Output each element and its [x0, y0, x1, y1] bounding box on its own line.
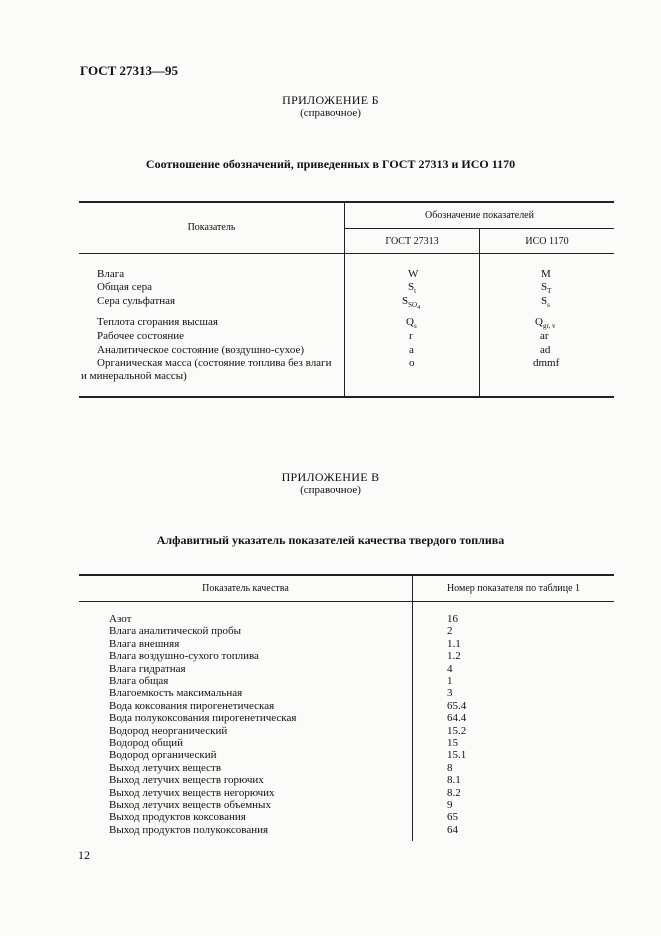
- list-item-name: Выход летучих веществ негорючих: [109, 786, 275, 799]
- col-gost-header: ГОСТ 27313: [385, 236, 439, 247]
- list-item-number: 15.2: [447, 724, 467, 737]
- appendix-b-title: ПРИЛОЖЕНИЕ Б: [282, 93, 379, 107]
- table-row-gost: W: [408, 268, 419, 280]
- list-item-number: 9: [447, 799, 453, 811]
- list-item-number: 8.1: [447, 774, 461, 787]
- page-number: 12: [78, 848, 90, 862]
- list-item-name: Выход продуктов коксования: [109, 811, 246, 824]
- table-row-iso: ar: [540, 330, 549, 342]
- list-item-name: Влага аналитической пробы: [109, 625, 242, 638]
- table-row-name: Общая сера: [97, 281, 152, 293]
- list-item-name: Водород общий: [109, 737, 183, 749]
- col-quality-header: Показатель качества: [202, 583, 289, 594]
- table-row-gost: $Q_s$: [406, 316, 417, 330]
- appendix-b-heading: Соотношение обозначений, приведенных в ГОСТ 27313 и ИСО 1170: [145, 157, 516, 171]
- table-row-iso: M: [541, 268, 551, 280]
- table-row-iso: $S_T$: [541, 281, 552, 295]
- table-row-iso: dmmf: [533, 357, 560, 369]
- table-row-name: Органическая масса (состояние топлива без влаги: [97, 357, 332, 369]
- col-indicator-header: Показатель: [187, 222, 236, 233]
- designations-table: [79, 201, 614, 398]
- list-item-name: Влага внешняя: [109, 637, 180, 650]
- list-item-name: Влага гидратная: [109, 662, 186, 675]
- table-row-name: Рабочее состояние: [97, 330, 185, 342]
- list-item-number: 65.4: [447, 699, 467, 712]
- table-row-name: Влага: [97, 268, 125, 280]
- list-item-number: 1.2: [447, 650, 461, 663]
- table-row-gost: r: [409, 330, 413, 342]
- list-item-number: 15.1: [447, 749, 467, 762]
- list-item-name: Водород неорганический: [109, 724, 228, 737]
- list-item-number: 8: [447, 761, 453, 774]
- list-item-number: 64: [447, 823, 458, 836]
- table-row-gost: $S_t$: [408, 281, 417, 295]
- document-code: ГОСТ 27313—95: [80, 63, 179, 78]
- list-item-number: 1.1: [447, 637, 461, 650]
- appendix-v-heading: Алфавитный указатель показателей качества твердого топлива: [156, 533, 505, 547]
- list-item-number: 64.4: [447, 712, 467, 725]
- table-row-name: Аналитическое состояние (воздушно-сухое): [97, 344, 305, 356]
- table-row-iso: $S_s$: [541, 295, 550, 309]
- appendix-b-subtitle: (справочное): [300, 107, 361, 119]
- list-item-number: 8.2: [447, 786, 461, 799]
- list-item-name: Вода коксования пирогенетическая: [109, 699, 275, 712]
- quality-index-table: [79, 574, 614, 841]
- list-item-number: 1: [447, 675, 453, 687]
- list-item-number: 3: [447, 687, 453, 700]
- list-item-name: Выход летучих веществ: [109, 761, 222, 774]
- list-item-name: Влага воздушно-сухого топлива: [109, 650, 259, 663]
- table-row-name: Сера сульфатная: [97, 295, 176, 307]
- list-item-name: Выход летучих веществ объемных: [109, 799, 271, 811]
- list-item-number: 4: [447, 662, 453, 675]
- table-row-name-continued: и минеральной массы): [81, 370, 187, 382]
- col-iso-header: ИСО 1170: [525, 236, 569, 247]
- table-row-iso: ad: [540, 344, 551, 356]
- table-row-name: Теплота сгорания высшая: [97, 316, 218, 328]
- list-item-name: Выход продуктов полукоксования: [109, 823, 269, 836]
- table-row-gost: o: [409, 357, 415, 369]
- list-item-number: 2: [447, 625, 453, 638]
- list-item-name: Влагоемкость максимальная: [109, 687, 243, 700]
- appendix-v-subtitle: (справочное): [300, 484, 361, 496]
- list-item-name: Водород органический: [109, 749, 217, 762]
- list-item-name: Влага общая: [109, 675, 169, 687]
- list-item-name: Выход летучих веществ горючих: [109, 774, 264, 787]
- list-item-number: 65: [447, 811, 458, 824]
- appendix-v-title: ПРИЛОЖЕНИЕ В: [281, 470, 380, 484]
- list-item-number: 16: [447, 613, 458, 625]
- list-item-name: Вода полукоксования пирогенетическая: [109, 712, 297, 725]
- col-number-header: Номер показателя по таблице 1: [446, 583, 581, 594]
- table-row-gost: a: [409, 344, 414, 356]
- list-item-number: 15: [447, 737, 458, 749]
- list-item-name: Азот: [109, 613, 132, 625]
- col-group-header: Обозначение показателей: [425, 210, 534, 221]
- table-row-gost: $S_{SO4}$: [402, 295, 421, 311]
- table-row-iso: $Q_{gr, v}$: [535, 316, 556, 330]
